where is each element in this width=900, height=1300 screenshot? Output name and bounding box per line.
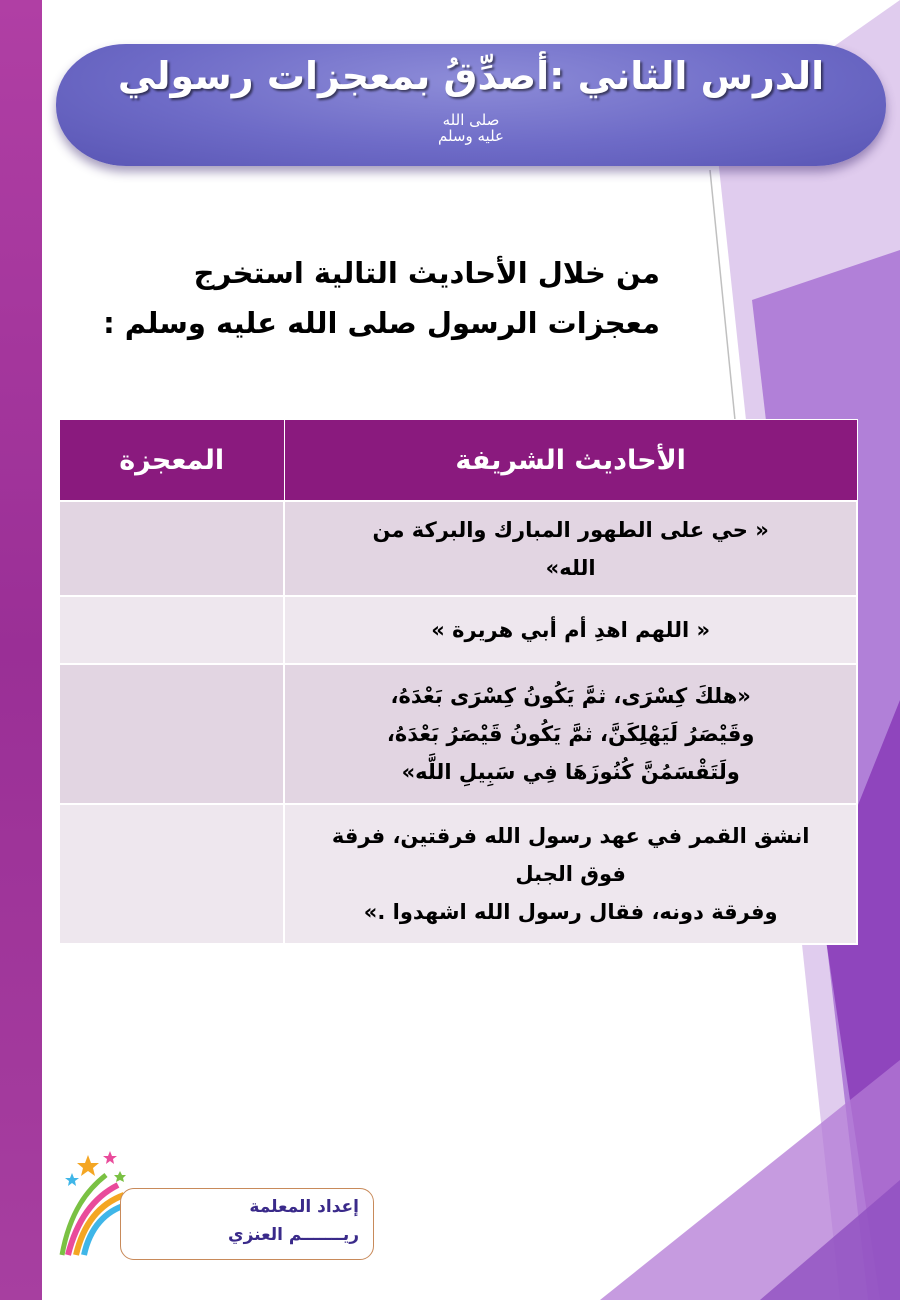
lesson-banner	[56, 44, 886, 166]
hadith-line: فوق الجبل	[515, 862, 626, 886]
table-row	[59, 804, 857, 944]
salutation-calligraphy	[56, 112, 886, 144]
mujiza-answer-cell[interactable]	[59, 596, 284, 664]
hadith-line: «هلكَ كِسْرَى، ثمَّ يَكُونُ كِسْرَى بَعْدَهُ،	[390, 684, 751, 708]
hadith-line: الله»	[545, 555, 596, 580]
teacher-credit	[58, 1145, 359, 1257]
instruction-text	[100, 248, 660, 348]
hadith-cell	[284, 501, 857, 596]
table-header-row	[59, 420, 857, 502]
instruction-line-1: من خلال الأحاديث التالية استخرج	[193, 256, 660, 290]
hadith-cell	[284, 596, 857, 664]
mujiza-answer-cell[interactable]	[59, 501, 284, 596]
hadith-line: « حي على الطهور المبارك والبركة من	[372, 517, 769, 542]
header-mujiza: المعجزة	[59, 420, 284, 502]
hadith-line: وفرقة دونه، فقال رسول الله اشهدوا .»	[363, 900, 778, 924]
table-row	[59, 596, 857, 664]
table-row	[59, 664, 857, 804]
lesson-title: الدرس الثاني :أصدِّقُ بمعجزات رسولي	[117, 54, 825, 98]
mujiza-answer-cell[interactable]	[59, 664, 284, 804]
hadith-cell	[284, 804, 857, 944]
credit-box	[120, 1188, 374, 1260]
header-hadith: الأحاديث الشريفة	[284, 420, 857, 502]
salutation-line-1: صلى الله	[442, 111, 500, 129]
hadith-cell	[284, 664, 857, 804]
hadith-line: وقَيْصَرُ لَيَهْلِكَنَّ، ثمَّ يَكُونُ قَيْصَرُ بَعْدَهُ،	[386, 722, 755, 746]
colorful-stars-icon	[58, 1145, 128, 1257]
salutation-line-2: عليه وسلم	[437, 127, 504, 145]
hadith-line: ولَتَقْسَمُنَّ كُنُوزَهَا فِي سَبِيلِ اللَّه»	[401, 760, 740, 784]
hadith-table	[58, 419, 858, 945]
instruction-line-2: معجزات الرسول صلى الله عليه وسلم :	[103, 306, 660, 340]
hadith-line: « اللهم اهدِ أم أبي هريرة »	[431, 618, 711, 642]
hadith-line: انشق القمر في عهد رسول الله فرقتين، فرقة	[331, 824, 810, 848]
credit-teacher-name: ريـــــــم العنزي	[228, 1225, 359, 1245]
table-row	[59, 501, 857, 596]
mujiza-answer-cell[interactable]	[59, 804, 284, 944]
credit-prepared-by: إعداد المعلمة	[249, 1197, 359, 1217]
